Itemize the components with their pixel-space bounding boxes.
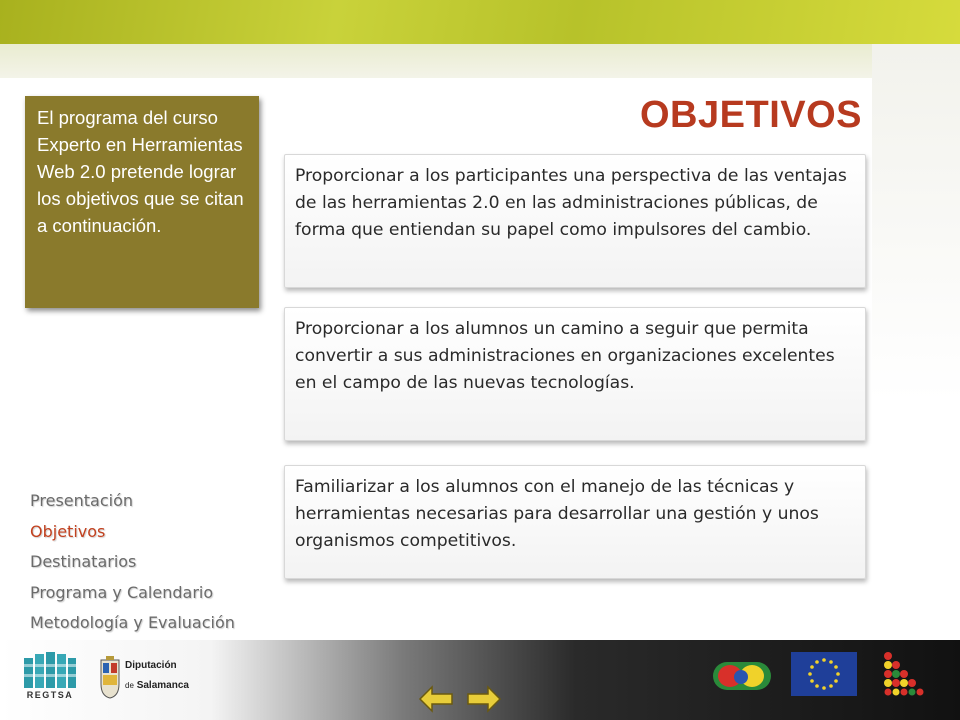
diputacion-place: de Salamanca [125,680,189,691]
diputacion-name: Diputación [125,660,177,671]
previous-slide-button[interactable] [418,684,454,714]
partner-logo-round [712,660,772,692]
nav-item-objetivos[interactable]: Objetivos [30,521,106,541]
diputacion-logo [98,656,190,702]
arrow-right-icon [466,684,502,714]
banner-swoosh [0,44,960,80]
nav-item-presentacion[interactable]: Presentación [30,491,134,510]
regtsa-label: REGTSA [26,690,74,700]
objective-box-3: Familiarizar a los alumnos con el manejo de las técnicas y herramientas necesarias para desarrollar una gestión y unos organismos competitivos. [284,465,866,579]
coat-of-arms-icon [98,656,122,700]
regtsa-emblem-icon [22,650,78,690]
page-title: OBJETIVOS [640,94,862,136]
arrow-left-icon [418,684,454,714]
nav-item-metodologia[interactable]: Metodología y Evaluación [30,613,235,632]
partner-triangle-icon [878,650,928,696]
right-margin [872,44,960,640]
next-slide-button[interactable] [466,684,502,714]
nav-item-programa[interactable]: Programa y Calendario [30,582,214,602]
regtsa-logo [22,650,78,712]
nav-item-destinatarios[interactable]: Destinatarios [30,552,137,571]
eu-flag-logo [791,652,857,696]
objective-box-2: Proporcionar a los alumnos un camino a seguir que permita convertir a sus administraciones en organizaciones excelentes en el campo de las nuevas tecnologías. [284,307,866,441]
section-nav [30,486,280,639]
intro-box: El programa del curso Experto en Herramientas Web 2.0 pretende lograr los objetivos que se citan a continuación. [25,96,259,308]
partner-logo-triangle [878,650,928,696]
objective-box-1: Proporcionar a los participantes una perspectiva de las ventajas de las herramientas 2.0 en las administraciones públicas, de forma que entiendan su papel como impulsores del cambio. [284,154,866,288]
top-banner [0,0,960,44]
partner-round-icon [712,660,772,692]
eu-stars-icon [791,652,857,696]
